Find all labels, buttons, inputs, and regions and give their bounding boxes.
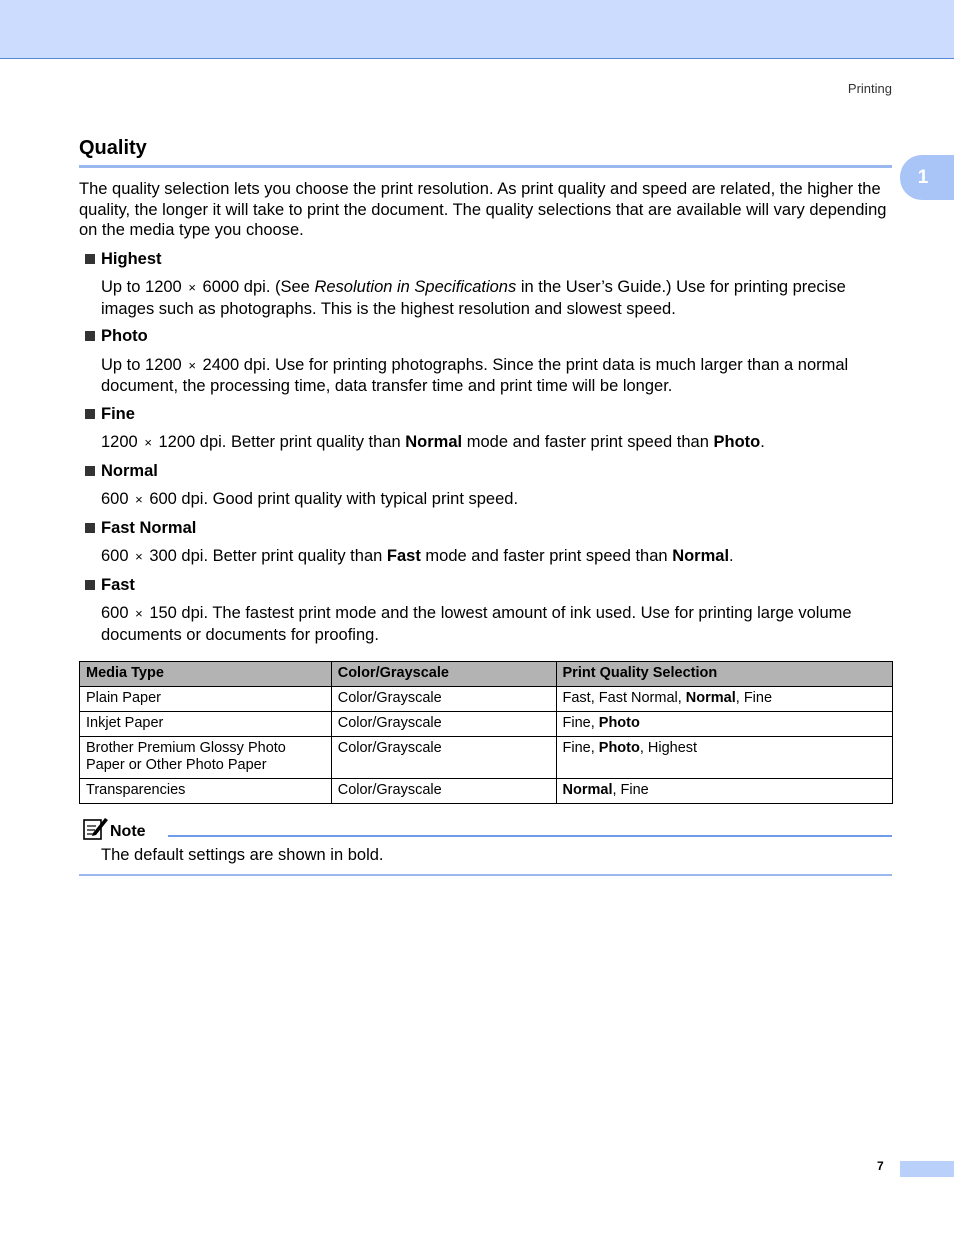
- note-text: The default settings are shown in bold.: [101, 846, 384, 864]
- running-head: Printing: [847, 81, 892, 96]
- item-fast-heading: Fast: [85, 575, 892, 596]
- note-pencil-icon: [81, 816, 109, 840]
- table-row: [80, 737, 893, 779]
- bullet-square-icon: [85, 409, 95, 419]
- table-cell-color: Color/Grayscale: [331, 779, 556, 804]
- table-cell-color: Color/Grayscale: [331, 737, 556, 779]
- chapter-tab: 1: [900, 155, 954, 200]
- intro-paragraph: The quality selection lets you choose the print resolution. As print quality and speed are related, the higher the quality, the longer it will take to print the document. The quality selections that are available will vary depending on the media type you choose.: [79, 180, 887, 239]
- table-cell-quality: Fine, Photo, Highest: [556, 737, 892, 779]
- table-row: [80, 712, 893, 737]
- item-highest-text: Up to 1200 × 6000 dpi. (See Resolution in Specifications in the User’s Guide.) Use for printing precise images such as photographs. This is the highest resolution and slowest speed.: [101, 278, 846, 318]
- item-normal-text: 600 × 600 dpi. Good print quality with typical print speed.: [101, 490, 519, 508]
- table-header-row: [80, 662, 893, 687]
- table-header-cell: Color/Grayscale: [331, 662, 556, 687]
- table-header-cell: Media Type: [80, 662, 332, 687]
- content: [79, 179, 892, 652]
- item-fast-normal-text: 600 × 300 dpi. Better print quality than Fast mode and faster print speed than Normal.: [101, 547, 734, 565]
- top-band: [0, 0, 954, 59]
- page-tab: [900, 1161, 954, 1177]
- quality-table: [79, 661, 893, 804]
- bullet-square-icon: [85, 580, 95, 590]
- title-rule: [79, 165, 892, 168]
- section-title: Quality: [79, 137, 147, 159]
- table-cell-color: Color/Grayscale: [331, 712, 556, 737]
- table-cell-color: Color/Grayscale: [331, 687, 556, 712]
- item-fine-text: 1200 × 1200 dpi. Better print quality than Normal mode and faster print speed than Photo.: [101, 433, 765, 451]
- item-highest-heading: Highest: [85, 249, 892, 270]
- bullet-square-icon: [85, 254, 95, 264]
- note-label: Note: [110, 823, 146, 840]
- table-header-cell: Print Quality Selection: [556, 662, 892, 687]
- table-cell-quality: Normal, Fine: [556, 779, 892, 804]
- table-cell-quality: Fast, Fast Normal, Normal, Fine: [556, 687, 892, 712]
- bullet-square-icon: [85, 523, 95, 533]
- table-cell-media: Inkjet Paper: [80, 712, 332, 737]
- bullet-square-icon: [85, 331, 95, 341]
- table-cell-media: Transparencies: [80, 779, 332, 804]
- item-photo-text: Up to 1200 × 2400 dpi. Use for printing photographs. Since the print data is much larger than a normal document, the processing time, data transfer time and print time will be longer.: [101, 355, 849, 395]
- item-photo-heading: Photo: [85, 326, 892, 347]
- note-bottom-rule: [79, 874, 892, 876]
- item-fast-normal-heading: Fast Normal: [85, 518, 892, 539]
- page-number: 7: [877, 1159, 884, 1173]
- item-normal-heading: Normal: [85, 461, 892, 482]
- table-cell-quality: Fine, Photo: [556, 712, 892, 737]
- table-cell-media: Plain Paper: [80, 687, 332, 712]
- bullet-square-icon: [85, 466, 95, 476]
- table-row: [80, 779, 893, 804]
- note-rule: [168, 835, 892, 837]
- table-cell-media: Brother Premium Glossy Photo Paper or Other Photo Paper: [80, 737, 332, 779]
- item-fast-text: 600 × 150 dpi. The fastest print mode and the lowest amount of ink used. Use for printing large volume documents or documents for proofing.: [101, 604, 852, 644]
- table-row: [80, 687, 893, 712]
- note-header: [79, 816, 892, 840]
- item-fine-heading: Fine: [85, 404, 892, 425]
